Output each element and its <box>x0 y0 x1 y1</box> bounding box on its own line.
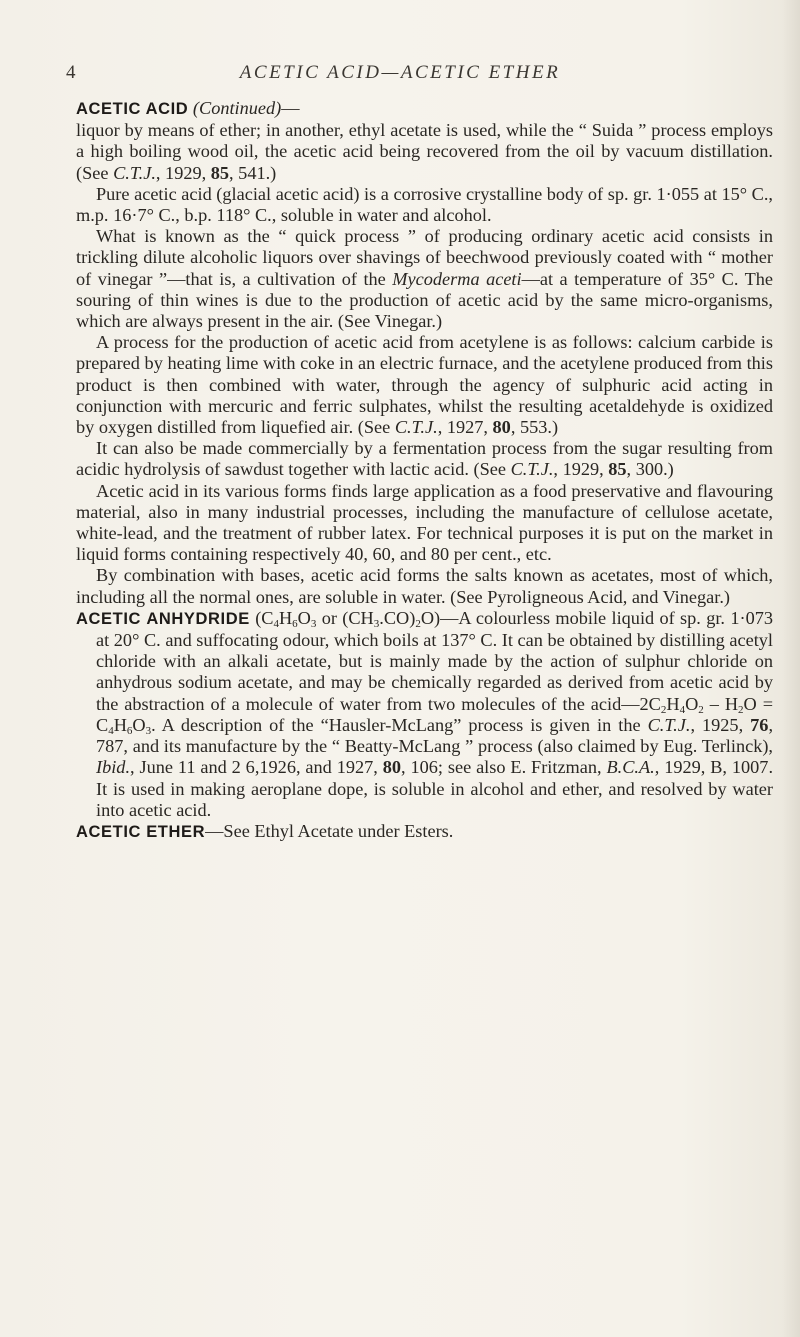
paragraph-text: —A colourless mobile liquid of sp. gr. 1·073 at 20° C. and suffocating odour, which boils at 137° C. It can be obtained by distilling acetyl chloride with an alkali acetate, but is mainly made by the action of sulphur chloride on anhydrous sodium acetate, and may be chemically regarded as derived from acetic acid by the abstraction of a molecule of water from two molecules of the acid— <box>96 607 773 714</box>
paragraph-text: , 106; see also E. Fritzman, <box>401 757 607 778</box>
chemical-formula: ($C_4H_6O_3$ or $(CH_3.CO)_2O$) <box>255 607 441 630</box>
paragraph-text: It can also be made commercially by a fermentation process from the sugar resulting from acidic hydrolysis of sawdust together with lactic acid. (See <box>76 438 773 480</box>
paragraph-acetates: By combination with bases, acetic acid forms the salts known as acetates, most of which, including all the normal ones, are soluble in water. (See Pyroligneous Acid, and Vinegar.) <box>76 565 773 607</box>
page-edge-shadow <box>782 0 800 1337</box>
ref-volume: 80 <box>492 417 511 438</box>
ref-volume: 80 <box>382 757 401 778</box>
ref-year: , 1927, <box>437 417 493 438</box>
paragraph-text: , 1929, B, 1007. It is used in making aeroplane dope, is soluble in alcohol and ether, and resolved by water into acetic acid. <box>96 757 774 820</box>
paragraph-text: —See Ethyl Acetate under Esters. <box>205 820 454 841</box>
paragraph-fermentation <box>76 438 773 480</box>
journal-ref: C.T.J. <box>394 417 438 438</box>
organism-name: Mycoderma aceti <box>392 268 522 289</box>
page-header <box>0 62 800 86</box>
ref-year: , 1929, <box>155 162 211 183</box>
paragraph-applications: Acetic acid in its various forms finds large application as a food preservative and flavouring material, also in many industrial processes, including the manufacture of cellulose acetate, white-lead, and the treatment of rubber latex. For technical purposes it is put on the market in liquid forms containing respectively 40, 60, and 80 per cent., etc. <box>76 480 773 565</box>
paragraph-quick-process <box>76 226 773 332</box>
ibid-ref: Ibid. <box>96 757 131 778</box>
entry-acetic-anhydride <box>76 608 773 821</box>
journal-ref: C.T.J. <box>510 459 554 480</box>
ref-tail: , 553.) <box>510 417 559 438</box>
ref-year: , 1929, <box>553 459 609 480</box>
journal-ref: C.T.J. <box>113 162 156 183</box>
continued-dash: — <box>281 98 300 118</box>
entry-acetic-ether <box>76 821 773 843</box>
ref-tail: , 300.) <box>626 459 674 480</box>
paragraph-text: —at a temperature of 35° C. The souring of thin wines is due to the production of acetic acid by the same micro-organisms, which are always present in the air. (See Vinegar.) <box>76 268 773 332</box>
ref-volume: 76 <box>750 714 769 735</box>
paragraph-text: , June 11 and 2 6,1926, and 1927, <box>130 757 383 778</box>
headword-acetic-acid: ACETIC ACID <box>76 100 189 118</box>
running-head: ACETIC ACID—ACETIC ETHER <box>239 62 561 83</box>
continued-label: (Continued) <box>192 98 282 118</box>
page-body <box>76 98 773 843</box>
paragraph-text: liquor by means of ether; in another, ethyl acetate is used, while the “ Suida ” process employs a high boiling wood oil, the acetic acid being recovered from the oil by vacuum distillation. (See <box>76 120 773 183</box>
ref-volume: 85 <box>210 162 230 183</box>
paragraph-text: What is known as the “ quick process ” of producing ordinary acetic acid consists in trickling dilute alcoholic liquors over shavings of beechwood previously coated with “ mother of vinegar ”—that is, a cultivation of the <box>76 226 773 289</box>
journal-ref: C.T.J. <box>647 714 691 735</box>
entry-acetic-acid-continued <box>76 98 773 184</box>
ref-volume: 85 <box>608 459 627 480</box>
journal-ref: B.C.A. <box>606 757 655 778</box>
ref-tail: , 541.) <box>229 162 277 183</box>
paragraph-pure-acetic-acid: Pure acetic acid (glacial acetic acid) is a corrosive crystalline body of sp. gr. 1·055 at 15° C., m.p. 16·7° C., b.p. 118° C., soluble in water and alcohol. <box>76 183 773 226</box>
headword-acetic-ether: ACETIC ETHER <box>76 822 206 841</box>
paragraph-text: A process for the production of acetic acid from acetylene is as follows: calcium carbide is prepared by heating lime with coke in an electric furnace, and the acetylene produced from this product is then combined with water, through the agency of sulphuric acid acting in conjunction with mercuric and ferric sulphates, whilst the resulting acetaldehyde is oxidized by oxygen distilled from liquefied air. (See <box>76 332 773 438</box>
chemical-equation: $2C_2H_4O_2 - H_2O = C_4H_6O_3$. <box>96 693 774 737</box>
page-number: 4 <box>66 62 76 83</box>
paragraph-text: A description of the “Hausler-McLang” process is given in the <box>155 714 648 735</box>
ref-year: , 1925, <box>690 714 751 735</box>
headword-acetic-anhydride: ACETIC ANHYDRIDE <box>76 609 250 628</box>
paragraph-acetylene-process <box>76 332 773 438</box>
paragraph-text: , 787, and its manufacture by the “ Beatty-McLang ” process (also claimed by Eug. Terlinck), <box>96 714 774 757</box>
